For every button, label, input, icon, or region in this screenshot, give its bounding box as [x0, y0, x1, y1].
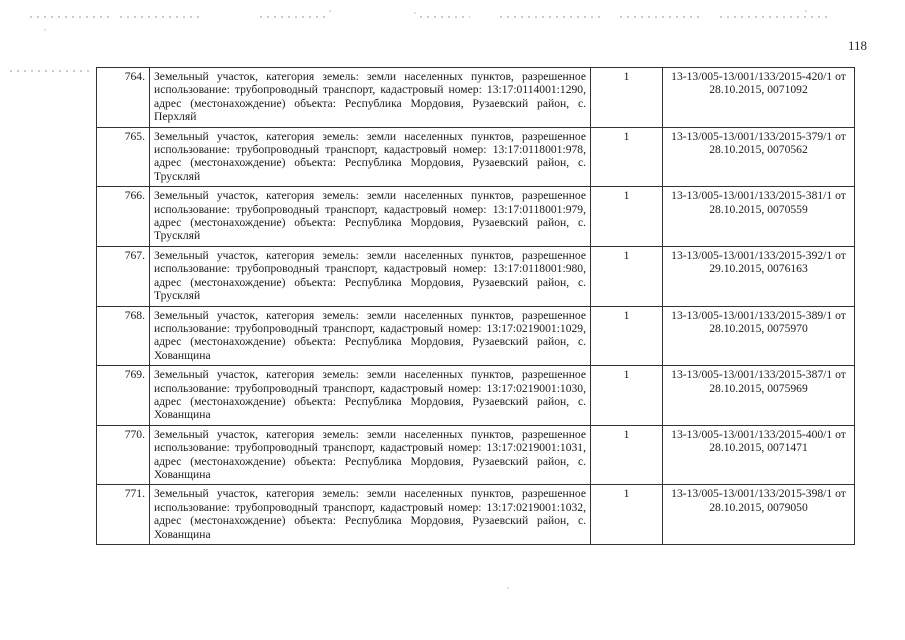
table-row — [97, 187, 855, 247]
description-cell: Земельный участок, категория земель: земли населенных пунктов, разрешенное использование: трубопроводный транспорт, кадастровый номер: 13:17:0219001:1029, адрес (местонахождение) объекта: Республика Мордовия, Рузаевский район, с. Хованщина — [150, 306, 591, 366]
table-row — [97, 485, 855, 545]
page-number: 118 — [847, 38, 867, 53]
quantity-cell: 1 — [591, 366, 663, 426]
registration-cell: 13-13/005-13/001/133/2015-392/1 от 29.10.2015, 0076163 — [663, 246, 855, 306]
table-row — [97, 68, 855, 128]
description-cell: Земельный участок, категория земель: земли населенных пунктов, разрешенное использование: трубопроводный транспорт, кадастровый номер: 13:17:0219001:1030, адрес (местонахождение) объекта: Республика Мордовия, Рузаевский район, с. Хованщина — [150, 366, 591, 426]
quantity-cell: 1 — [591, 306, 663, 366]
description-cell: Земельный участок, категория земель: земли населенных пунктов, разрешенное использование: трубопроводный транспорт, кадастровый номер: 13:17:0118001:979, адрес (местонахождение) объекта: Республика Мордовия, Рузаевский район, с. Трускляй — [150, 187, 591, 247]
quantity-cell: 1 — [591, 127, 663, 187]
registration-cell: 13-13/005-13/001/133/2015-398/1 от 28.10.2015, 0079050 — [663, 485, 855, 545]
table-row — [97, 425, 855, 485]
description-cell: Земельный участок, категория земель: земли населенных пунктов, разрешенное использование: трубопроводный транспорт, кадастровый номер: 13:17:0219001:1031, адрес (местонахождение) объекта: Республика Мордовия, Рузаевский район, с. Хованщина — [150, 425, 591, 485]
description-cell: Земельный участок, категория земель: земли населенных пунктов, разрешенное использование: трубопроводный транспорт, кадастровый номер: 13:17:0118001:980, адрес (местонахождение) объекта: Республика Мордовия, Рузаевский район, с. Трускляй — [150, 246, 591, 306]
registration-cell: 13-13/005-13/001/133/2015-389/1 от 28.10.2015, 0075970 — [663, 306, 855, 366]
row-number-cell: 768. — [97, 306, 150, 366]
row-number-cell: 769. — [97, 366, 150, 426]
quantity-cell: 1 — [591, 246, 663, 306]
description-cell: Земельный участок, категория земель: земли населенных пунктов, разрешенное использование: трубопроводный транспорт, кадастровый номер: 13:17:0114001:1290, адрес (местонахождение) объекта: Республика Мордовия, Рузаевский район, с. Перхляй — [150, 68, 591, 128]
table-row — [97, 246, 855, 306]
table-row — [97, 127, 855, 187]
table-row — [97, 306, 855, 366]
quantity-cell: 1 — [591, 68, 663, 128]
quantity-cell: 1 — [591, 187, 663, 247]
row-number-cell: 770. — [97, 425, 150, 485]
row-number-cell: 767. — [97, 246, 150, 306]
property-registry-table — [96, 67, 855, 545]
registration-cell: 13-13/005-13/001/133/2015-379/1 от 28.10.2015, 0070562 — [663, 127, 855, 187]
row-number-cell: 765. — [97, 127, 150, 187]
description-cell: Земельный участок, категория земель: земли населенных пунктов, разрешенное использование: трубопроводный транспорт, кадастровый номер: 13:17:0118001:978, адрес (местонахождение) объекта: Республика Мордовия, Рузаевский район, с. Трускляй — [150, 127, 591, 187]
table-row — [97, 366, 855, 426]
registration-cell: 13-13/005-13/001/133/2015-420/1 от 28.10.2015, 0071092 — [663, 68, 855, 128]
registration-cell: 13-13/005-13/001/133/2015-400/1 от 28.10.2015, 0071471 — [663, 425, 855, 485]
registration-cell: 13-13/005-13/001/133/2015-387/1 от 28.10.2015, 0075969 — [663, 366, 855, 426]
quantity-cell: 1 — [591, 485, 663, 545]
row-number-cell: 766. — [97, 187, 150, 247]
registry-table-body — [97, 68, 855, 545]
description-cell: Земельный участок, категория земель: земли населенных пунктов, разрешенное использование: трубопроводный транспорт, кадастровый номер: 13:17:0219001:1032, адрес (местонахождение) объекта: Республика Мордовия, Рузаевский район, с. Хованщина — [150, 485, 591, 545]
row-number-cell: 764. — [97, 68, 150, 128]
quantity-cell: 1 — [591, 425, 663, 485]
registration-cell: 13-13/005-13/001/133/2015-381/1 от 28.10.2015, 0070559 — [663, 187, 855, 247]
row-number-cell: 771. — [97, 485, 150, 545]
